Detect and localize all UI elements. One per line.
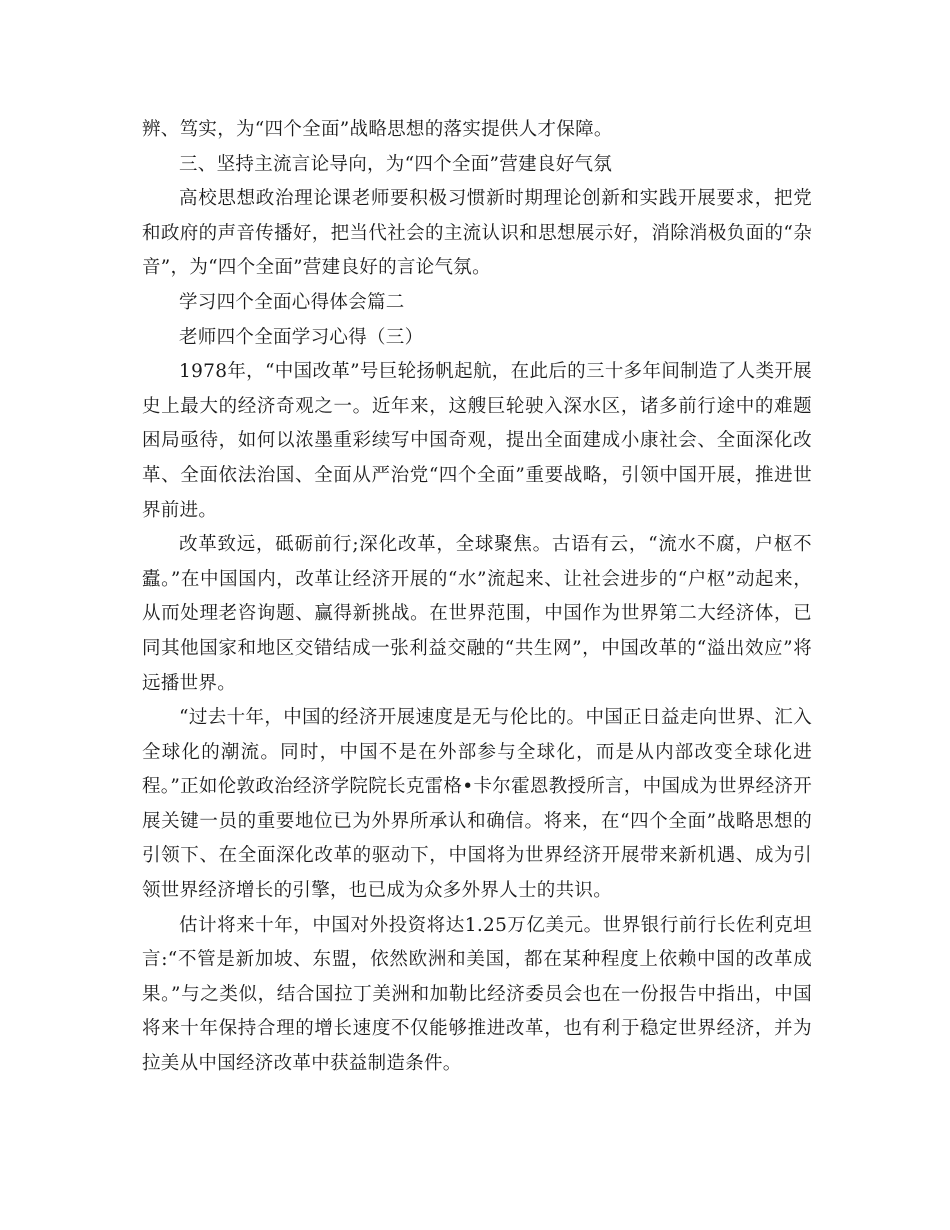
paragraph: 改革致远，砥砺前行;深化改革，全球聚焦。古语有云，“流水不腐，户枢不蠹。”在中国国内，改革让经济开展的“水”流起来、让社会进步的“户枢”动起来，从而处理老咨询题、赢得新挑战。在世界范围，中国作为世界第二大经济体，已同其他国家和地区交错结成一张利益交融的“共生网”，中国改革的“溢出效应”将远播世界。 [142,534,812,694]
paragraph-continuation: 辨、笃实，为“四个全面”战略思想的落实提供人才保障。 [142,119,613,140]
paragraph: “过去十年，中国的经济开展速度是无与伦比的。中国正日益走向世界、汇入全球化的潮流。同时，中国不是在外部参与全球化，而是从内部改变全球化进程。”正如伦敦政治经济学院院长克雷格•卡尔霍恩教授所言，中国成为世界经济开展关键一员的重要地位已为外界所承认和确信。将来，在“四个全面”战略思想的引领下、在全面深化改革的驱动下，中国将为世界经济开展带来新机遇、成为引领世界经济增长的引擎，也已成为众多外界人士的共识。 [142,707,812,902]
paragraph: 1978年，“中国改革”号巨轮扬帆起航，在此后的三十多年间制造了人类开展史上最大的经济奇观之一。近年来，这艘巨轮驶入深水区，诸多前行途中的难题困局亟待，如何以浓墨重彩续写中国奇观，提出全面建成小康社会、全面深化改革、全面依法治国、全面从严治党“四个全面”重要战略，引领中国开展，推进世界前进。 [142,361,812,521]
article-subtitle: 老师四个全面学习心得（三） [179,326,424,348]
section-heading: 三、坚持主流言论导向，为“四个全面”营建良好气氛 [179,153,613,175]
document-body [142,113,812,1082]
paragraph: 估计将来十年，中国对外投资将达1.25万亿美元。世界银行前行长佐利克坦言:“不管是新加坡、东盟，依然欧洲和美国，都在某种程度上依赖中国的改革成果。”与之类似，结合国拉丁美洲和加勒比经济委员会也在一份报告中指出，中国将来十年保持合理的增长速度不仅能够推进改革，也有利于稳定世界经济，并为拉美从中国经济改革中获益制造条件。 [142,914,812,1075]
paragraph: 高校思想政治理论课老师要积极习惯新时期理论创新和实践开展要求，把党和政府的声音传播好，把当代社会的主流认识和思想展示好，消除消极负面的“杂音”，为“四个全面”营建良好的言论气氛。 [142,188,812,279]
article-title: 学习四个全面心得体会篇二 [179,291,405,313]
